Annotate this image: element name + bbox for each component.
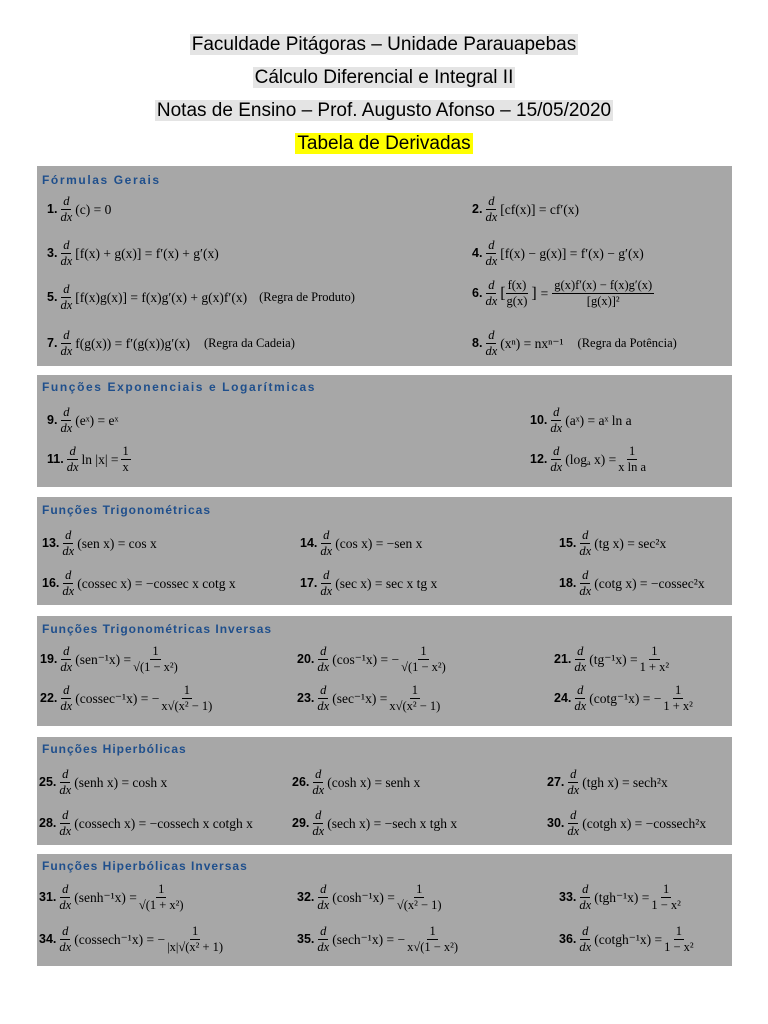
formula-7: 7. d dx f(g(x)) = f′(g(x))g′(x) (Regra da Cadeia) [47,328,295,359]
formula-29: 29. d dx (sech x) = −sech x tgh x [292,808,458,839]
header-line-course: Cálculo Diferencial e Integral II [254,67,514,88]
formula-26: 26. d dx (cosh x) = senh x [292,767,421,798]
formula-32: 32. d dx (cosh⁻¹x) = $\frac{1}{\text{√(x² − 1)}}$ [297,882,442,913]
section-hiperbolicas-inversas [37,854,732,966]
section-formulas-gerais [37,166,732,366]
formula-12: 12. d dx (logₐ x) = $\frac{1}{\text{x ln a}}$ [530,444,647,475]
formula-36: 36. d dx (cotgh⁻¹x) = $\frac{1}{\text{1 − x²}}$ [559,924,694,955]
formula-6: 6. d dx [ f(x) g(x) ] = $\frac{g(x)f'(x) - f(x)g'(x)}{\text{[g(x)]²}}$ [472,278,653,309]
formula-35: 35. d dx (sech⁻¹x) = − $\frac{1}{\text{x√(1 − x²)}}$ [297,924,459,955]
formula-27: 27. d dx (tgh x) = sech²x [547,767,668,798]
formula-19: 19. d dx (sen⁻¹x) = $\frac{1}{\text{√(1 − x²)}}$ [40,644,178,675]
formula-15: 15. d dx (tg x) = sec²x [559,528,667,559]
formula-22: 22. d dx (cossec⁻¹x) = − $\frac{1}{\text{x√(x² − 1)}}$ [40,683,213,714]
section-title: Funções Hiperbólicas [42,742,187,756]
formula-3: 3. d dx [f(x) + g(x)] = f′(x) + g′(x) [47,238,219,269]
formula-11: 11. d dx ln |x| = $\frac{1}{x}$ [47,444,129,475]
formula-31: 31. d dx (senh⁻¹x) = $\frac{1}{\text{√(1 + x²)}}$ [39,882,184,913]
section-title: Funções Hiperbólicas Inversas [42,859,248,873]
formula-33: 33. d dx (tgh⁻¹x) = $\frac{1}{\text{1 − x²}}$ [559,882,681,913]
section-exponenciais-logaritmicas [37,375,732,487]
formula-16: 16. d dx (cossec x) = −cossec x cotg x [42,568,236,599]
formula-4: 4. d dx [f(x) − g(x)] = f′(x) − g′(x) [472,238,644,269]
formula-30: 30. d dx (cotgh x) = −cossech²x [547,808,707,839]
header-line-title: Tabela de Derivadas [297,133,471,154]
header-line-notes: Notas de Ensino – Prof. Augusto Afonso – 15/05/2020 [156,100,612,121]
formula-23: 23. d dx (sec⁻¹x) = $\frac{1}{\text{x√(x² − 1)}}$ [297,683,441,714]
formula-20: 20. d dx (cos⁻¹x) = − $\frac{1}{\text{√(1 − x²)}}$ [297,644,446,675]
header-line-institution: Faculdade Pitágoras – Unidade Parauapebas [191,34,577,55]
formula-17: 17. d dx (sec x) = sec x tg x [300,568,438,599]
formula-10: 10. d dx (aˣ) = aˣ ln a [530,405,632,436]
formula-8: 8. d dx (xⁿ) = nxⁿ⁻¹ (Regra da Potência) [472,328,677,359]
formula-13: 13. d dx (sen x) = cos x [42,528,157,559]
formula-34: 34. d dx (cossech⁻¹x) = − $\frac{1}{\text{|x|√(x² + 1)}}$ [39,924,224,955]
section-hiperbolicas [37,737,732,845]
section-trigonometricas [37,497,732,605]
section-title: Funções Exponenciais e Logarítmicas [42,380,317,394]
section-title: Fórmulas Gerais [42,173,161,187]
formula-9: 9. d dx (eˣ) = eˣ [47,405,119,436]
section-trigonometricas-inversas [37,616,732,726]
formula-1: 1. d dx (c) = 0 [47,194,112,225]
section-title: Funções Trigonométricas [42,503,212,517]
formula-18: 18. d dx (cotg x) = −cossec²x [559,568,705,599]
formula-25: 25. d dx (senh x) = cosh x [39,767,168,798]
formula-21: 21. d dx (tg⁻¹x) = $\frac{1}{\text{1 + x²}}$ [554,644,670,675]
formula-24: 24. d dx (cotg⁻¹x) = − $\frac{1}{\text{1 + x²}}$ [554,683,693,714]
formula-2: 2. d dx [cf(x)] = cf′(x) [472,194,580,225]
formula-5: 5. d dx [f(x)g(x)] = f(x)g′(x) + g(x)f′(x) (Regra de Produto) [47,282,355,313]
section-title: Funções Trigonométricas Inversas [42,622,273,636]
formula-28: 28. d dx (cossech x) = −cossech x cotgh x [39,808,253,839]
formula-14: 14. d dx (cos x) = −sen x [300,528,423,559]
